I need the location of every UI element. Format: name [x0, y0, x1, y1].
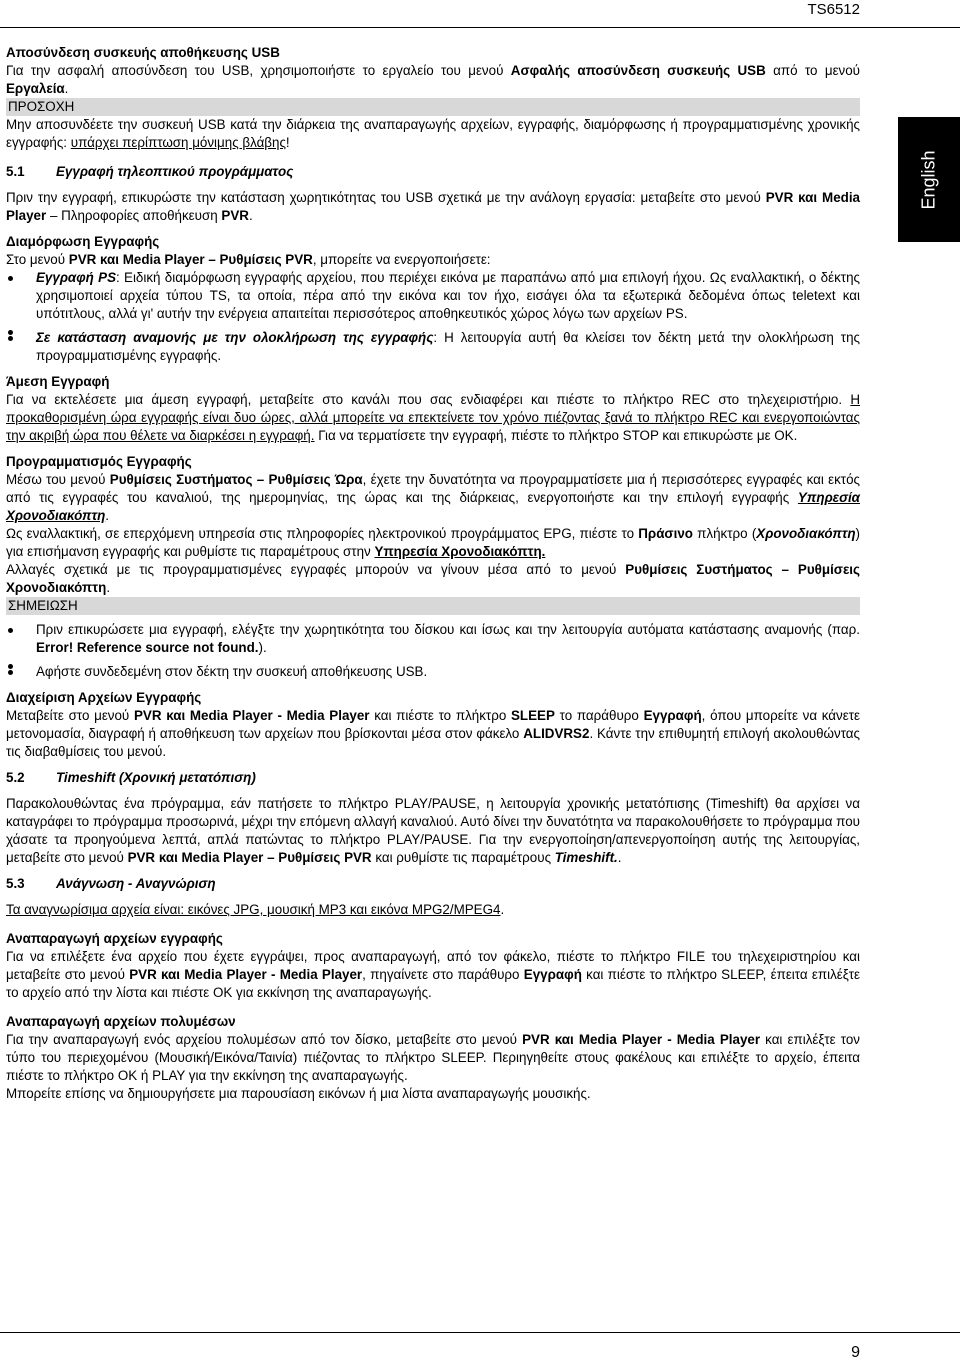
playrec-text: Για να επιλέξετε ένα αρχείο που έχετε εγγράψει, προς αναπαραγωγή, από τον φάκελο, πιέστε το πλήκτρο FILE του τηλεχειριστηρίου και μεταβείτε στο μενού PVR και Media Player - Media Player, πηγαίνετε στο παράθυρο Εγγραφή και πιέστε το πλήκτρο SLEEP, έπειτα επιλέξτε το αρχείο από την λίστα και πιέστε OK για εκκίνηση της αναπαραγωγής.: [6, 949, 860, 1000]
instant-text: Για να εκτελέσετε μια άμεση εγγραφή, μεταβείτε στο κανάλι που σας ενδιαφέρει και πιέστε το πλήκτρο REC στο τηλεχειριστήριο. Η προκαθορισμένη ώρα εγγραφής είναι δυο ώρες, αλλά μπορείτε να επεκτείνετε τον χρόνο πιέζοντας ξανά το πλήκτρο REC και ενεργοποιώντας την ακριβή ώρα που θέλετε να διαρκέσει η εγγραφή. Για να τερματίσετε την εγγραφή, πιέστε το πλήκτρο STOP και επικυρώστε με OK.: [6, 392, 860, 443]
section-5-1-text: Πριν την εγγραφή, επικυρώστε την κατάσταση χωρητικότητας του USB σχετικά με την ανάλογη εργασία: μεταβείτε στο μενού PVR και Media Player – Πληροφορίες αποθήκευση PVR.: [6, 190, 860, 223]
section-5-3-text: Τα αναγνωρίσιμα αρχεία είναι: εικόνες JPG, μουσική MP3 και εικόνα MPG2/MPEG4.: [6, 902, 505, 917]
section-5-3-heading: 5.3 Ανάγνωση - Αναγνώριση: [6, 876, 216, 891]
section-5-2-heading: 5.2 Timeshift (Χρονική μετατόπιση): [6, 770, 256, 785]
scheduled-text-3: Αλλαγές σχετικά με τις προγραμματισμένες εγγραφές μπορούν να γίνουν μέσα από το μενού Ρυθμίσεις Συστήματος – Ρυθμίσεις Χρονοδιακόπτη.: [6, 562, 860, 595]
scheduled-text-2: Ως εναλλακτική, σε επερχόμενη υπηρεσία στις πληροφορίες ηλεκτρονικού προγράμματος EPG, πιέστε το Πράσινο πλήκτρο (Χρονοδιακόπτη) για επισήμανση εγγραφής και ρυθμίστε τις παραμέτρους στην Υπηρεσία Χρονοδιακόπτη.: [6, 526, 860, 559]
page-number: 9: [851, 1344, 860, 1361]
config-title: Διαμόρφωση Εγγραφής: [6, 234, 160, 249]
manage-text: Μεταβείτε στο μενού PVR και Media Player - Media Player και πιέστε το πλήκτρο SLEEP το παράθυρο Εγγραφή, όπου μπορείτε να κάνετε μετονομασία, διαγραφή ή αποθήκευση των αρχείων που βρίσκονται μέσα στον φάκελο ALIDVRS2. Κάντε την επιθυμητή επιλογή ακολουθώντας τις διαβαθμίσεις του μενού.: [6, 708, 860, 759]
playmedia-text-2: Μπορείτε επίσης να δημιουργήσετε μια παρουσίαση εικόνων ή μια λίστα αναπαραγωγής μουσικής.: [6, 1086, 591, 1101]
document-code: TS6512: [807, 1, 860, 18]
list-item: Αφήστε συνδεδεμένη στον δέκτη την συσκευή αποθήκευσης USB.: [6, 663, 860, 681]
language-tab-label: English: [918, 149, 939, 210]
section-5-2-text: Παρακολουθώντας ένα πρόγραμμα, εάν πατήσετε το πλήκτρο PLAY/PAUSE, η λειτουργία χρονικής μετατόπισης (Timeshift) θα αρχίσει να καταγράφει το πρόγραμμα προσωρινά, μέχρι την επόμενη αλλαγή καναλιού. Αυτό δίνει την δυνατότητα να παρακολουθήσετε το πρόγραμμα που χάσατε τα προηγούμενα λεπτά, απλά πατώντας το πλήκτρο PLAY/PAUSE. Για την ενεργοποίηση/απενεργοποίηση αυτής της λειτουργίας, μεταβείτε στο μενού PVR και Media Player – Ρυθμίσεις PVR και ρυθμίστε τις παραμέτρους Timeshift..: [6, 796, 860, 865]
config-intro: Στο μενού PVR και Media Player – Ρυθμίσεις PVR, μπορείτε να ενεργοποιήσετε:: [6, 252, 491, 267]
manage-title: Διαχείριση Αρχείων Εγγραφής: [6, 690, 202, 705]
list-item: Πριν επικυρώσετε μια εγγραφή, ελέγξτε την χωρητικότητα του δίσκου και ίσως και την λειτουργία αυτόματα κατάστασης αναμονής (παρ. Error! Reference source not found.).: [6, 621, 860, 657]
caution-text: Μην αποσυνδέετε την συσκευή USB κατά την διάρκεια της αναπαραγωγής αρχείων, εγγραφής, διαμόρφωσης ή προγραμματισμένης χρονικής εγγραφής: υπάρχει περίπτωση μόνιμης βλάβης!: [6, 117, 860, 150]
list-item: Εγγραφή PS: Ειδική διαμόρφωση εγγραφής αρχείου, που περιέχει εικόνα με παραπάνω από μια επιλογή ήχου. Ως εναλλακτική, ο δέκτης χρησιμοποιεί αρχεία τύπου TS, τα οποία, πέρα από την εικόνα και τον ήχο, εισάγει όλα τα εξωτερικά δεδομένα όπως teletext και υπότιτλους, αλλά γι' αυτήν την ενέργεια απαιτείται περισσότερος αποθηκευτικός χώρος λόγω των αρχείων PS.: [6, 269, 860, 323]
language-tab: [898, 117, 960, 242]
caution-label: ΠΡΟΣΟΧΗ: [6, 98, 860, 116]
usb-remove-text: Για την ασφαλή αποσύνδεση του USB, χρησιμοποιήστε το εργαλείο του μενού Ασφαλής αποσύνδεση συσκευής USB από το μενού Εργαλεία.: [6, 63, 861, 96]
page-content: [6, 44, 860, 1103]
instant-title: Άμεση Εγγραφή: [6, 374, 110, 389]
footer-rule: [0, 1332, 960, 1333]
scheduled-text-1: Μέσω του μενού Ρυθμίσεις Συστήματος – Ρυθμίσεις Ώρα, έχετε την δυνατότητα να προγραμματίσετε μια ή περισσότερες εγγραφές και εκτός από τις εγγραφές του καναλιού, της ημερομηνίας, της ώρας και της διάρκειας, ενεργοποιήστε και την επιλογή εγγραφής Υπηρεσία Χρονοδιακόπτη.: [6, 472, 860, 523]
section-5-1-heading: 5.1 Εγγραφή τηλεοπτικού προγράμματος: [6, 164, 294, 179]
playrec-title: Αναπαραγωγή αρχείων εγγραφής: [6, 931, 223, 946]
playmedia-title: Αναπαραγωγή αρχείων πολυμέσων: [6, 1014, 236, 1029]
note-label: ΣΗΜΕΙΩΣΗ: [6, 597, 860, 615]
config-list: [6, 269, 860, 365]
playmedia-text: Για την αναπαραγωγή ενός αρχείου πολυμέσων από τον δίσκο, μεταβείτε στο μενού PVR και Media Player - Media Player και επιλέξτε τον τύπο του περιεχομένου (Μουσική/Εικόνα/Ταινία) πιέζοντας το πλήκτρο SLEEP. Περιηγηθείτε στους φακέλους και επιλέξτε το αρχείο, έπειτα πιέστε το πλήκτρο OK ή PLAY για την εκκίνηση της αναπαραγωγής.: [6, 1032, 860, 1083]
header-rule: [0, 27, 960, 28]
list-item: Σε κατάσταση αναμονής με την ολοκλήρωση της εγγραφής: Η λειτουργία αυτή θα κλείσει τον δέκτη μετά την ολοκλήρωση της προγραμματισμένης εγγραφής.: [6, 329, 860, 365]
scheduled-title: Προγραμματισμός Εγγραφής: [6, 454, 192, 469]
note-list: [6, 621, 860, 681]
usb-remove-title: Αποσύνδεση συσκευής αποθήκευσης USB: [6, 45, 280, 60]
